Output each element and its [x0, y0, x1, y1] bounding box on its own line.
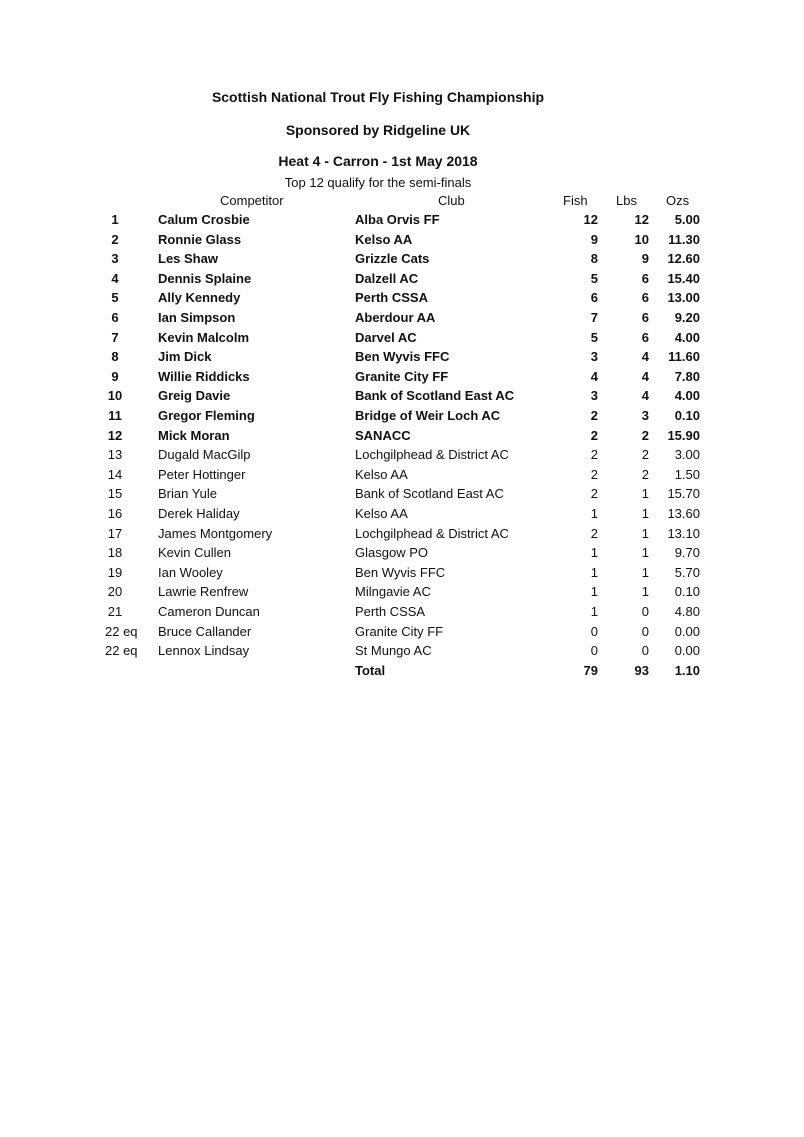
lbs-cell: 0: [641, 623, 649, 639]
competitor-cell: Ally Kennedy: [158, 290, 241, 306]
table-row: [0, 369, 804, 389]
competitor-cell: James Montgomery: [158, 525, 273, 541]
position-cell: 13: [107, 447, 123, 463]
page-title: Scottish National Trout Fly Fishing Championship: [211, 89, 545, 105]
ozs-cell: 0.00: [674, 643, 700, 659]
lbs-cell: 4: [641, 349, 649, 365]
fish-cell: 1: [590, 545, 598, 561]
lbs-cell: 0: [641, 604, 649, 619]
table-row: [0, 212, 804, 232]
club-column-header: Club: [438, 193, 465, 208]
ozs-cell: 11.30: [668, 231, 700, 247]
ozs-cell: 1.50: [674, 466, 700, 482]
fish-cell: 2: [590, 408, 598, 423]
club-cell: Lochgilphead & District AC: [355, 525, 509, 541]
table-row: [0, 251, 804, 271]
position-cell: 6: [111, 310, 119, 325]
fish-cell: 2: [590, 486, 598, 502]
position-cell: 11: [108, 408, 122, 423]
competitor-cell: Peter Hottinger: [158, 466, 246, 482]
lbs-cell: 6: [641, 290, 649, 306]
club-cell: Aberdour AA: [355, 310, 436, 325]
club-cell: Darvel AC: [355, 329, 417, 345]
table-row: [0, 388, 804, 408]
ozs-cell: 13.10: [667, 525, 700, 541]
competitor-cell: Bruce Callander: [158, 623, 252, 639]
fish-cell: 1: [590, 584, 598, 600]
position-cell: 12: [107, 427, 123, 443]
table-row: [0, 584, 804, 604]
qualify-note: Top 12 qualify for the semi-finals: [284, 175, 472, 190]
position-cell: 18: [107, 545, 123, 561]
position-cell: 17: [107, 525, 123, 541]
competitor-cell: Calum Crosbie: [158, 212, 250, 227]
ozs-cell: 15.70: [667, 486, 700, 502]
table-row: [0, 349, 804, 369]
lbs-cell: 12: [634, 212, 649, 227]
ozs-cell: 11.60: [668, 349, 700, 365]
lbs-cell: 3: [641, 408, 649, 423]
lbs-cell: 1: [641, 486, 649, 502]
club-cell: Dalzell AC: [355, 270, 419, 286]
total-lbs: 93: [634, 663, 649, 678]
competitor-cell: Derek Haliday: [158, 506, 240, 521]
total-label: Total: [355, 663, 386, 678]
club-cell: Glasgow PO: [355, 545, 428, 561]
ozs-cell: 3.00: [674, 447, 700, 463]
position-cell: 3: [111, 251, 119, 267]
table-row: [0, 624, 804, 644]
position-cell: 7: [111, 329, 119, 345]
position-cell: 14: [107, 466, 123, 482]
lbs-cell: 2: [641, 427, 649, 443]
table-row: [0, 310, 804, 330]
competitor-cell: Lawrie Renfrew: [158, 584, 249, 600]
position-cell: 22 eq: [105, 643, 138, 659]
total-fish: 79: [583, 663, 598, 678]
ozs-cell: 9.70: [674, 545, 700, 561]
lbs-column-header: Lbs: [616, 193, 637, 208]
lbs-cell: 1: [641, 564, 649, 580]
fish-cell: 6: [590, 290, 598, 306]
fish-cell: 5: [590, 329, 598, 345]
ozs-cell: 0.10: [674, 408, 700, 423]
position-cell: 20: [107, 584, 123, 600]
competitor-cell: Gregor Fleming: [158, 408, 255, 423]
lbs-cell: 1: [641, 506, 649, 521]
lbs-cell: 1: [641, 584, 649, 600]
club-cell: Kelso AA: [355, 466, 408, 482]
sponsor-line: Sponsored by Ridgeline UK: [285, 122, 471, 138]
table-row: [0, 643, 804, 663]
club-cell: Perth CSSA: [355, 290, 428, 306]
competitor-cell: Les Shaw: [158, 251, 218, 267]
position-cell: 2: [111, 231, 119, 247]
competitor-cell: Greig Davie: [158, 388, 231, 404]
competitor-cell: Dennis Splaine: [158, 270, 252, 286]
fish-cell: 5: [590, 270, 598, 286]
table-row: [0, 428, 804, 448]
table-row: [0, 565, 804, 585]
lbs-cell: 4: [641, 368, 649, 384]
fish-cell: 2: [590, 427, 598, 443]
club-cell: Bank of Scotland East AC: [355, 388, 515, 404]
competitor-cell: Dugald MacGilp: [158, 447, 251, 463]
ozs-cell: 0.00: [674, 623, 700, 639]
ozs-cell: 5.00: [674, 212, 700, 227]
lbs-cell: 2: [641, 447, 649, 463]
club-cell: Milngavie AC: [355, 584, 431, 600]
lbs-cell: 0: [641, 643, 649, 659]
fish-cell: 3: [590, 349, 598, 365]
position-cell: 19: [107, 564, 123, 580]
ozs-column-header: Ozs: [666, 193, 690, 208]
position-cell: 15: [107, 486, 123, 502]
fish-cell: 7: [590, 310, 598, 325]
competitor-cell: Kevin Cullen: [158, 545, 231, 561]
position-cell: 1: [111, 212, 119, 227]
club-cell: Perth CSSA: [355, 604, 426, 619]
table-row: [0, 232, 804, 252]
fish-cell: 9: [590, 231, 598, 247]
fish-cell: 2: [590, 525, 598, 541]
fish-cell: 0: [590, 623, 598, 639]
club-cell: Granite City FF: [355, 623, 444, 639]
lbs-cell: 9: [641, 251, 649, 267]
fish-column-header: Fish: [563, 193, 588, 208]
fish-cell: 8: [590, 251, 598, 267]
ozs-cell: 7.80: [674, 368, 700, 384]
club-cell: St Mungo AC: [355, 643, 432, 659]
position-cell: 10: [107, 388, 123, 404]
fish-cell: 1: [590, 506, 598, 521]
competitor-column-header: Competitor: [220, 193, 284, 208]
competitor-cell: Lennox Lindsay: [158, 643, 250, 659]
position-cell: 9: [111, 368, 119, 384]
table-row: [0, 408, 804, 428]
ozs-cell: 4.00: [674, 329, 700, 345]
competitor-cell: Kevin Malcolm: [158, 329, 250, 345]
fish-cell: 1: [590, 604, 598, 619]
club-cell: Kelso AA: [355, 231, 413, 247]
table-row: [0, 545, 804, 565]
club-cell: Bridge of Weir Loch AC: [355, 408, 501, 423]
club-cell: Alba Orvis FF: [355, 212, 440, 227]
table-row: [0, 506, 804, 526]
lbs-cell: 6: [641, 270, 649, 286]
lbs-cell: 1: [641, 525, 649, 541]
lbs-cell: 2: [641, 466, 649, 482]
ozs-cell: 5.70: [674, 564, 700, 580]
total-row: [0, 663, 804, 683]
position-cell: 16: [107, 506, 123, 521]
table-row: [0, 467, 804, 487]
table-row: [0, 271, 804, 291]
ozs-cell: 4.80: [674, 604, 700, 619]
competitor-cell: Ian Wooley: [158, 564, 223, 580]
position-cell: 8: [111, 349, 119, 365]
club-cell: Granite City FF: [355, 368, 449, 384]
fish-cell: 4: [590, 368, 598, 384]
fish-cell: 0: [590, 643, 598, 659]
club-cell: Bank of Scotland East AC: [355, 486, 504, 502]
competitor-cell: Cameron Duncan: [158, 604, 260, 619]
lbs-cell: 1: [641, 545, 649, 561]
club-cell: Kelso AA: [355, 506, 408, 521]
fish-cell: 12: [583, 212, 598, 227]
lbs-cell: 10: [634, 231, 649, 247]
position-cell: 21: [107, 604, 123, 619]
ozs-cell: 9.20: [674, 310, 700, 325]
table-row: [0, 447, 804, 467]
heat-title: Heat 4 - Carron - 1st May 2018: [278, 153, 478, 169]
club-cell: Grizzle Cats: [355, 251, 430, 267]
competitor-cell: Willie Riddicks: [158, 368, 250, 384]
lbs-cell: 6: [641, 329, 649, 345]
club-cell: Lochgilphead & District AC: [355, 447, 509, 463]
competitor-cell: Ronnie Glass: [158, 231, 242, 247]
fish-cell: 2: [590, 466, 598, 482]
ozs-cell: 15.90: [667, 427, 700, 443]
lbs-cell: 4: [641, 388, 649, 404]
ozs-cell: 13.00: [667, 290, 700, 306]
table-row: [0, 604, 804, 624]
competitor-cell: Brian Yule: [158, 486, 218, 502]
table-row: [0, 486, 804, 506]
competitor-cell: Jim Dick: [158, 349, 212, 365]
ozs-cell: 15.40: [667, 270, 700, 286]
fish-cell: 1: [590, 564, 598, 580]
competitor-cell: Mick Moran: [158, 427, 230, 443]
fish-cell: 2: [590, 447, 598, 463]
club-cell: SANACC: [355, 427, 411, 443]
table-row: [0, 526, 804, 546]
club-cell: Ben Wyvis FFC: [355, 349, 450, 365]
ozs-cell: 4.00: [674, 388, 700, 404]
ozs-cell: 12.60: [667, 251, 700, 267]
position-cell: 5: [111, 290, 119, 306]
total-ozs: 1.10: [674, 663, 700, 678]
ozs-cell: 0.10: [674, 584, 700, 600]
position-cell: 4: [111, 270, 119, 286]
position-cell: 22 eq: [105, 623, 138, 639]
table-row: [0, 330, 804, 350]
fish-cell: 3: [590, 388, 598, 404]
lbs-cell: 6: [641, 310, 649, 325]
table-row: [0, 290, 804, 310]
club-cell: Ben Wyvis FFC: [355, 564, 446, 580]
ozs-cell: 13.60: [667, 506, 700, 521]
competitor-cell: Ian Simpson: [158, 310, 236, 325]
